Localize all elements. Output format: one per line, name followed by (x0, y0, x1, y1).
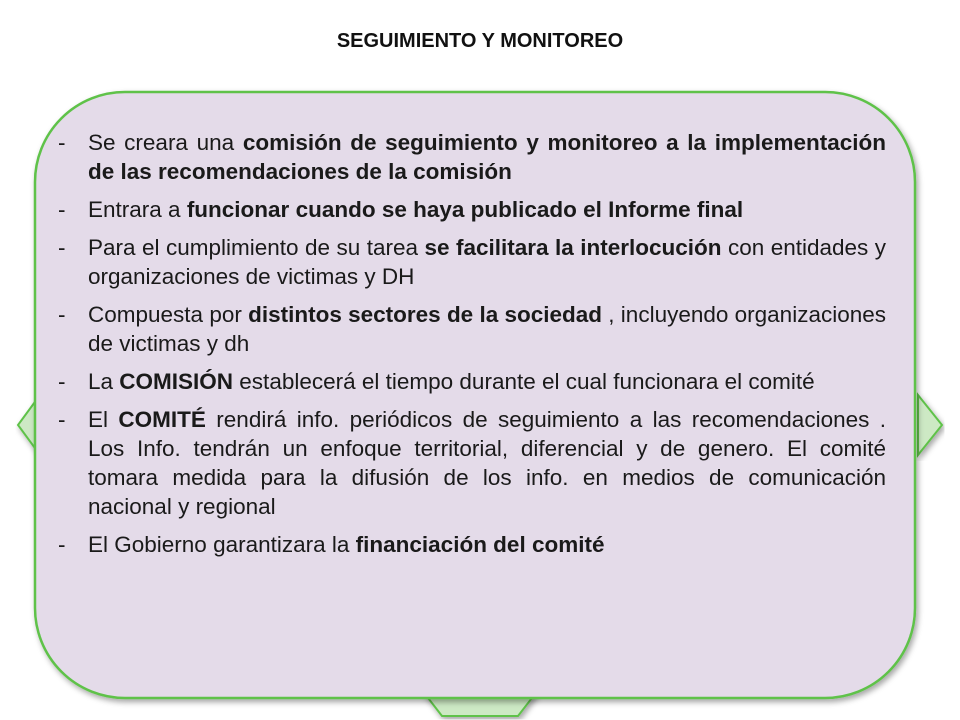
slide-title: SEGUIMIENTO Y MONITOREO (336, 30, 624, 52)
bullet-item (58, 195, 886, 224)
bullet-text-bold: funcionar cuando se haya publicado el Informe final (186, 197, 744, 222)
bullet-item (58, 128, 886, 186)
bullet-dash: - (58, 369, 66, 394)
bullet-item (58, 530, 886, 559)
bullet-text: El (88, 407, 119, 432)
bullet-text: El Gobierno garantizara la (88, 532, 356, 557)
bullet-dash: - (58, 235, 66, 260)
bullet-item (58, 405, 886, 521)
bullet-text-bold: comisión de seguimiento y monitoreo a la implementación de las recomendaciones de la comisión (88, 130, 887, 184)
bullet-text: rendirá info. periódicos de seguimiento a las recomendaciones . Los Info. tendrán un enfoque territorial, diferencial y de genero. El comité tomara medida para la difusión de los info. en medios de comunicación nacional y regional (88, 407, 886, 519)
bullet-text-bold: financiación del comité (355, 532, 605, 557)
bullet-dash: - (58, 407, 66, 432)
bullet-item (58, 367, 886, 396)
bullet-list (58, 128, 886, 568)
bullet-dash: - (58, 302, 66, 327)
bullet-text-bold: distintos sectores de la sociedad (248, 302, 603, 327)
bullet-item (58, 300, 886, 358)
bullet-text: establecerá el tiempo durante el cual funcionara el comité (233, 369, 815, 394)
bullet-text: Entrara a (88, 197, 187, 222)
bullet-text: con entidades y organizaciones de victimas y DH (88, 235, 886, 289)
bullet-dash: - (58, 130, 66, 155)
bullet-item (58, 233, 886, 291)
bullet-dash: - (58, 197, 66, 222)
bullet-text-bold: COMITÉ (118, 407, 206, 432)
bullet-text: Para el cumplimiento de su tarea (88, 235, 425, 260)
bullet-dash: - (58, 532, 66, 557)
bullet-text: Compuesta por (88, 302, 249, 327)
right-arrow-shape (918, 395, 942, 455)
bullet-text-bold: COMISIÓN (119, 369, 234, 394)
bullet-text: Se creara una (88, 130, 243, 155)
bullet-text-bold: se facilitara la interlocución (424, 235, 722, 260)
bullet-text: La (88, 369, 120, 394)
bullet-text: , incluyendo organizaciones de victimas y dh (88, 302, 886, 356)
